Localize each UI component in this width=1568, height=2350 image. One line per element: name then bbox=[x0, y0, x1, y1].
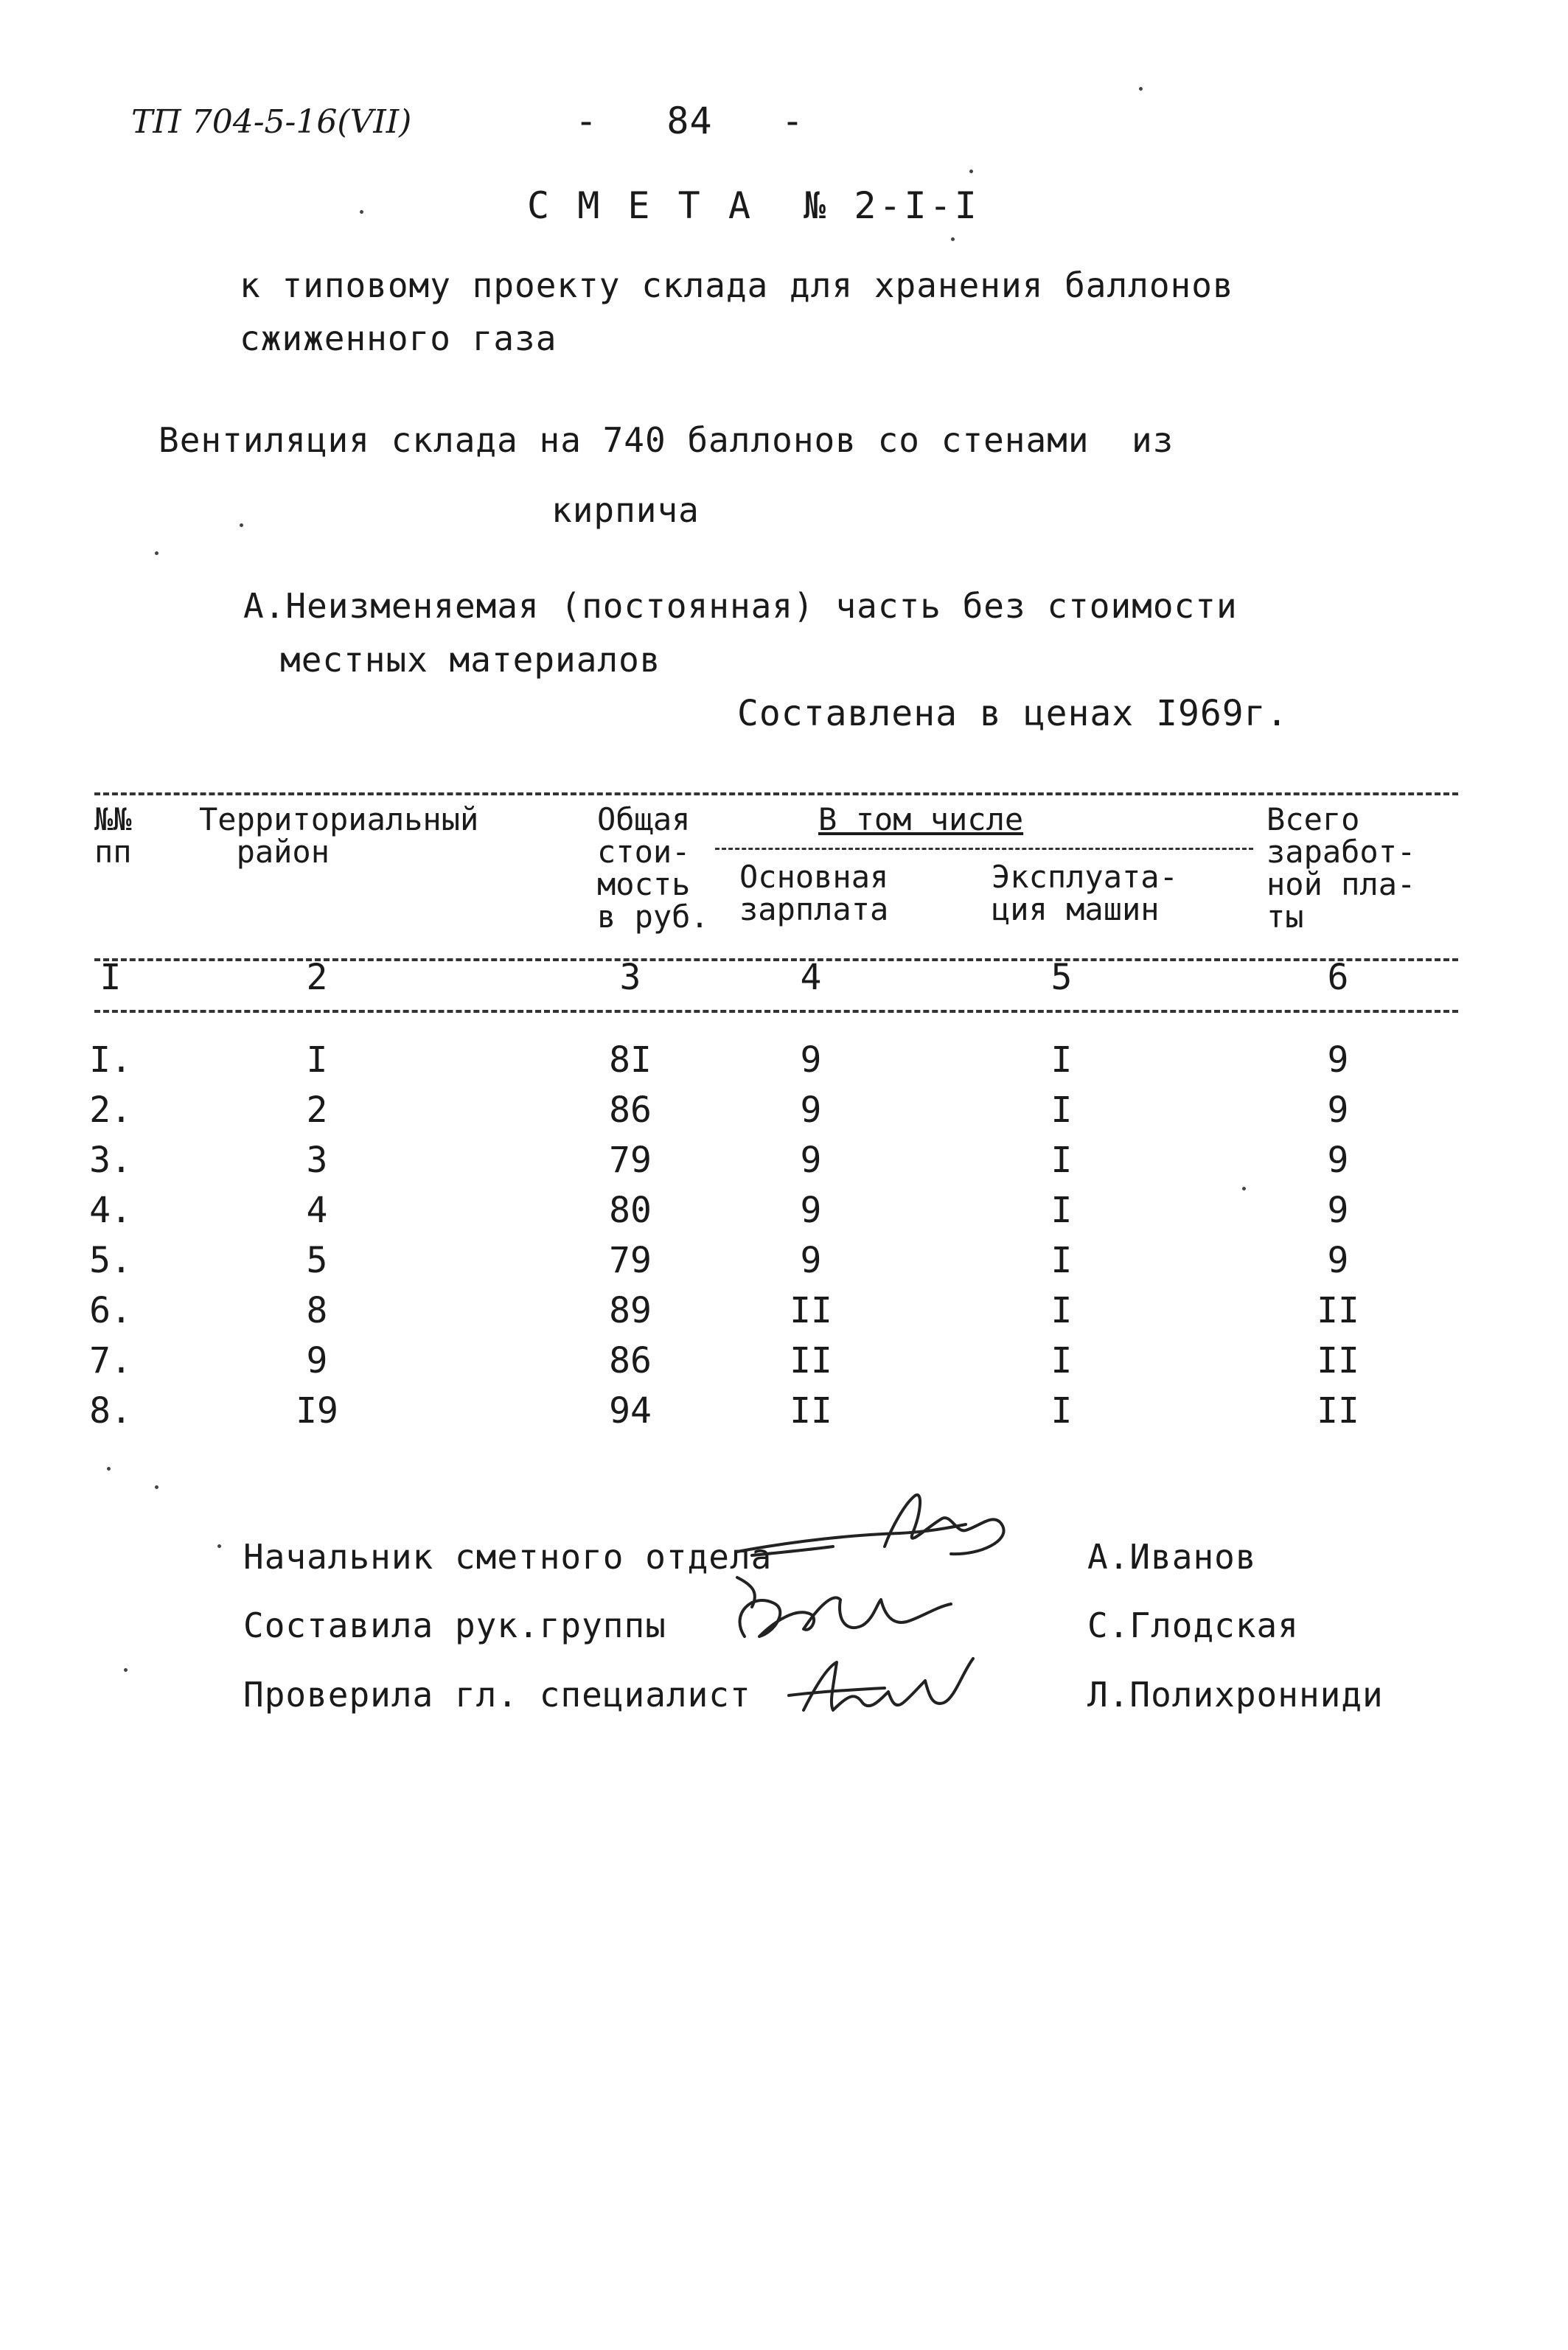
row-machines: I bbox=[1050, 1390, 1073, 1432]
header-num: №№ пп bbox=[94, 801, 132, 870]
row-num: 6. bbox=[89, 1290, 132, 1331]
row-region: 4 bbox=[306, 1190, 328, 1231]
object-line-1: Вентиляция склада на 740 баллонов со стенами из bbox=[158, 420, 1174, 460]
header-total-cost: Общая стои- мость в руб. bbox=[597, 801, 709, 935]
section-line-1: А.Неизменяемая (постоянная) часть без стоимости bbox=[243, 586, 1238, 626]
column-number: 2 bbox=[306, 957, 328, 998]
row-total-salary: 9 bbox=[1327, 1240, 1349, 1281]
scan-speck bbox=[951, 237, 955, 241]
row-total: 86 bbox=[609, 1089, 652, 1131]
page-number: - 84 - bbox=[575, 100, 805, 142]
row-total: 86 bbox=[609, 1340, 652, 1381]
scan-speck bbox=[124, 1668, 128, 1672]
row-total-salary: II bbox=[1317, 1290, 1359, 1331]
prices-note: Составлена в ценах I969г. bbox=[737, 693, 1289, 734]
table-top-rule bbox=[94, 792, 1458, 795]
section-line-2: местных материалов bbox=[280, 640, 661, 680]
row-total-salary: 9 bbox=[1327, 1140, 1349, 1181]
column-numbers-rule bbox=[94, 1010, 1458, 1013]
scan-speck bbox=[240, 523, 243, 527]
row-region: I9 bbox=[296, 1390, 338, 1432]
row-machines: I bbox=[1050, 1340, 1073, 1381]
row-region: 5 bbox=[306, 1240, 328, 1281]
scan-speck bbox=[155, 551, 158, 555]
scan-speck bbox=[969, 170, 973, 173]
row-region: 8 bbox=[306, 1290, 328, 1331]
row-salary: 9 bbox=[800, 1190, 822, 1231]
header-salary: Основная зарплата bbox=[739, 859, 889, 927]
row-machines: I bbox=[1050, 1240, 1073, 1281]
row-machines: I bbox=[1050, 1039, 1073, 1081]
row-total: 80 bbox=[609, 1190, 652, 1231]
row-num: 3. bbox=[89, 1140, 132, 1181]
row-region: 3 bbox=[306, 1140, 328, 1181]
row-total: 8I bbox=[609, 1039, 652, 1081]
row-region: 2 bbox=[306, 1089, 328, 1131]
row-num: I. bbox=[89, 1039, 132, 1081]
scan-speck bbox=[1242, 1187, 1246, 1190]
row-salary: 9 bbox=[800, 1089, 822, 1131]
row-salary: II bbox=[790, 1340, 832, 1381]
project-code: ТП 704-5-16(VII) bbox=[131, 103, 412, 141]
row-salary: 9 bbox=[800, 1240, 822, 1281]
column-number: I bbox=[100, 957, 122, 998]
row-region: I bbox=[306, 1039, 328, 1081]
row-num: 4. bbox=[89, 1190, 132, 1231]
row-total: 94 bbox=[609, 1390, 652, 1432]
column-number: 5 bbox=[1050, 957, 1073, 998]
row-machines: I bbox=[1050, 1140, 1073, 1181]
scan-speck bbox=[155, 1485, 158, 1489]
row-region: 9 bbox=[306, 1340, 328, 1381]
row-total-salary: 9 bbox=[1327, 1190, 1349, 1231]
header-group: В том числе bbox=[818, 801, 1024, 837]
signature-name: С.Глодская bbox=[1087, 1605, 1299, 1645]
column-number: 4 bbox=[800, 957, 822, 998]
document-title: С М Е Т А № 2-I-I bbox=[527, 184, 980, 227]
subtitle-line-2: сжиженного газа bbox=[240, 318, 557, 358]
scan-speck bbox=[360, 210, 363, 214]
signature-name: Л.Полихронниди bbox=[1087, 1675, 1384, 1715]
row-machines: I bbox=[1050, 1089, 1073, 1131]
object-line-2: кирпича bbox=[551, 490, 700, 530]
header-total-salary: Всего заработ- ной пла- ты bbox=[1266, 801, 1416, 935]
row-machines: I bbox=[1050, 1190, 1073, 1231]
signature-role: Проверила гл. специалист bbox=[243, 1675, 751, 1715]
header-region: Территориальный район bbox=[199, 801, 479, 870]
row-total-salary: 9 bbox=[1327, 1039, 1349, 1081]
row-num: 5. bbox=[89, 1240, 132, 1281]
group-rule bbox=[715, 848, 1253, 850]
scan-speck bbox=[107, 1467, 111, 1471]
row-total-salary: II bbox=[1317, 1340, 1359, 1381]
row-total: 79 bbox=[609, 1240, 652, 1281]
row-total: 89 bbox=[609, 1290, 652, 1331]
handwritten-signatures bbox=[708, 1482, 1032, 1747]
row-num: 7. bbox=[89, 1340, 132, 1381]
row-total-salary: 9 bbox=[1327, 1089, 1349, 1131]
subtitle-line-1: к типовому проекту склада для хранения баллонов bbox=[240, 265, 1234, 305]
row-total: 79 bbox=[609, 1140, 652, 1181]
scan-speck bbox=[217, 1544, 221, 1548]
signature-role: Начальник сметного отдела bbox=[243, 1537, 773, 1577]
scan-speck bbox=[1139, 87, 1143, 91]
row-num: 8. bbox=[89, 1390, 132, 1432]
row-salary: 9 bbox=[800, 1140, 822, 1181]
column-number: 3 bbox=[619, 957, 641, 998]
row-num: 2. bbox=[89, 1089, 132, 1131]
column-number: 6 bbox=[1327, 957, 1349, 998]
row-salary: II bbox=[790, 1290, 832, 1331]
row-machines: I bbox=[1050, 1290, 1073, 1331]
header-machines: Эксплуата- ция машин bbox=[992, 859, 1178, 927]
signature-role: Составила рук.группы bbox=[243, 1605, 666, 1645]
row-salary: 9 bbox=[800, 1039, 822, 1081]
row-total-salary: II bbox=[1317, 1390, 1359, 1432]
signature-name: А.Иванов bbox=[1087, 1537, 1257, 1577]
row-salary: II bbox=[790, 1390, 832, 1432]
